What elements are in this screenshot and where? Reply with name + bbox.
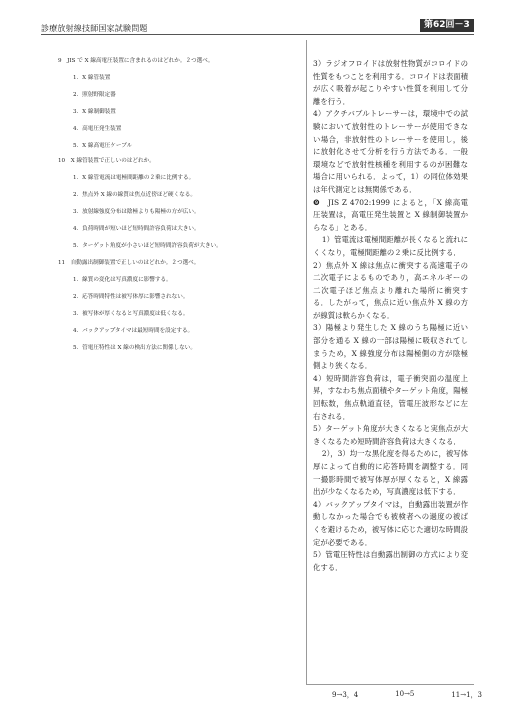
- commentary-paragraph: 5）管電圧特性は自動露出制御の方式により変化する．: [313, 550, 468, 572]
- commentary-paragraph: 3）陽極より発生した X 線のうち陽極に近い部分を通る X 線の一部は陽極に吸収されてしまうため，X 線強度分布は陽極側の方が陰極側より狭くなる．: [313, 323, 468, 371]
- choice-list: [58, 277, 199, 352]
- commentary-paragraph: 1）管電流は電極間距離が長くなると流れにくくなり，電極間距離の２乗に反比例する．: [313, 235, 468, 257]
- question-10: [58, 158, 222, 250]
- choice: 1．X 線管装置: [73, 75, 111, 81]
- choice: 2．焦点外 X 線の線質は焦点近傍ほど硬くなる。: [73, 192, 196, 198]
- answer-item: 9→3，4: [332, 691, 359, 699]
- answer-key: [332, 690, 482, 700]
- commentary-column: [313, 58, 468, 574]
- choice: 5．X 線高電圧ケーブル: [73, 143, 133, 149]
- page-header-title: 診療放射線技師国家試験問題: [41, 24, 148, 33]
- commentary-paragraph: 4）バックアップタイマは，自動露出装置が作動しなかった場合でも被検者への過度の被ばくを避けるため，被写体に応じた適切な時間設定が必要である．: [313, 499, 468, 547]
- choice: 5．ターゲット角度が小さいほど短時間許容負荷が大きい。: [73, 243, 222, 249]
- commentary-paragraph: 4）アクチバブルトレーサーは，環境中での試験において放射性のトレーサーが使用できない場合，非放射性のトレーサーを使用し，後に放射化させて分析を行う方法である．一般環境などで放射性核種を利用するのが困難な場合に用いられる．よって，1）の同位体効果は年代測定とは無関係である．: [313, 109, 468, 194]
- choice: 5．管電圧特性は X 線の検出方法に関係しない。: [73, 345, 196, 351]
- choice: 2．応答時間特性は被写体厚に影響されない。: [73, 294, 189, 300]
- choice: 3．被写体が厚くなると写真濃度は低くなる。: [73, 311, 189, 317]
- question-9: [58, 58, 213, 150]
- answer-item: 10→5: [395, 690, 415, 698]
- choice: 4．負荷時間が短いほど短時間許容負荷は大きい。: [73, 226, 200, 232]
- question-stem: 11 自動露出制御装置で正しいのはどれか。２つ選べ。: [58, 260, 200, 266]
- choice: 3．放射線強度分布は陰極よりも陽極の方が広い。: [73, 209, 200, 215]
- column-divider: [306, 40, 307, 684]
- commentary-paragraph: 3）ラジオフロイドは放射性物質がコロイドの性質をもつことを利用する．コロイドは表面積が広く吸着が起こりやすい性質を利用して分離を行う．: [313, 59, 468, 106]
- commentary-paragraph: 4）短時間許容負荷は，電子衝突面の温度上昇，すなわち焦点面積やターゲット角度，陽極回転数，焦点軌道直径，管電圧波形などに左右される．: [313, 373, 468, 421]
- commentary-paragraph: 2），3）均一な黒化度を得るために，被写体厚によって自動的に応答時間を調整する．同一撮影時間で被写体厚が厚くなると，X 線露出が少なくなるため，写真濃度は低下する．: [313, 449, 469, 497]
- answer-item: 11→1，3: [451, 691, 482, 699]
- answer-rule: [306, 684, 474, 685]
- choice: 1．線質の変化は写真濃度に影響する。: [73, 277, 172, 283]
- question-11: [58, 260, 199, 352]
- question-stem: 10 X 線管装置で正しいのはどれか。: [58, 158, 155, 164]
- question-stem: 9 JIS で X 線高電圧装置に含まれるのはどれか。２つ選べ。: [58, 58, 214, 64]
- commentary-paragraph: 2）焦点外 X 線は焦点に衝突する高速電子の二次電子によるものであり，高エネルギーの二次電子ほど焦点より離れた場所に衝突する．したがって，焦点に近い焦点外 X 線の方が線質は軟らかくなる．: [313, 260, 468, 320]
- choice: 3．X 線制御装置: [73, 109, 116, 115]
- header-rule: [41, 34, 474, 35]
- choice-list: [58, 175, 222, 250]
- choice: 4．バックアップタイマは最短時間を設定する。: [73, 328, 194, 334]
- choice: 4．高電圧発生装置: [73, 126, 122, 132]
- choice-list: [58, 75, 213, 150]
- choice: 2．照射野限定器: [73, 92, 116, 98]
- choice: 1．X 線管電流は電極間距離の２乗に比例する。: [73, 175, 195, 181]
- commentary-paragraph: ❾ JIS Z 4702:1999 によると，「X 線高電圧装置は，高電圧発生装置と X 線制御装置からなる」とある．: [313, 197, 468, 232]
- exam-number-badge: 第62回－3: [420, 19, 474, 32]
- commentary-paragraph: 5）ターゲット角度が大きくなると実焦点が大きくなるため短時間許容負荷は大きくなる．: [313, 424, 468, 446]
